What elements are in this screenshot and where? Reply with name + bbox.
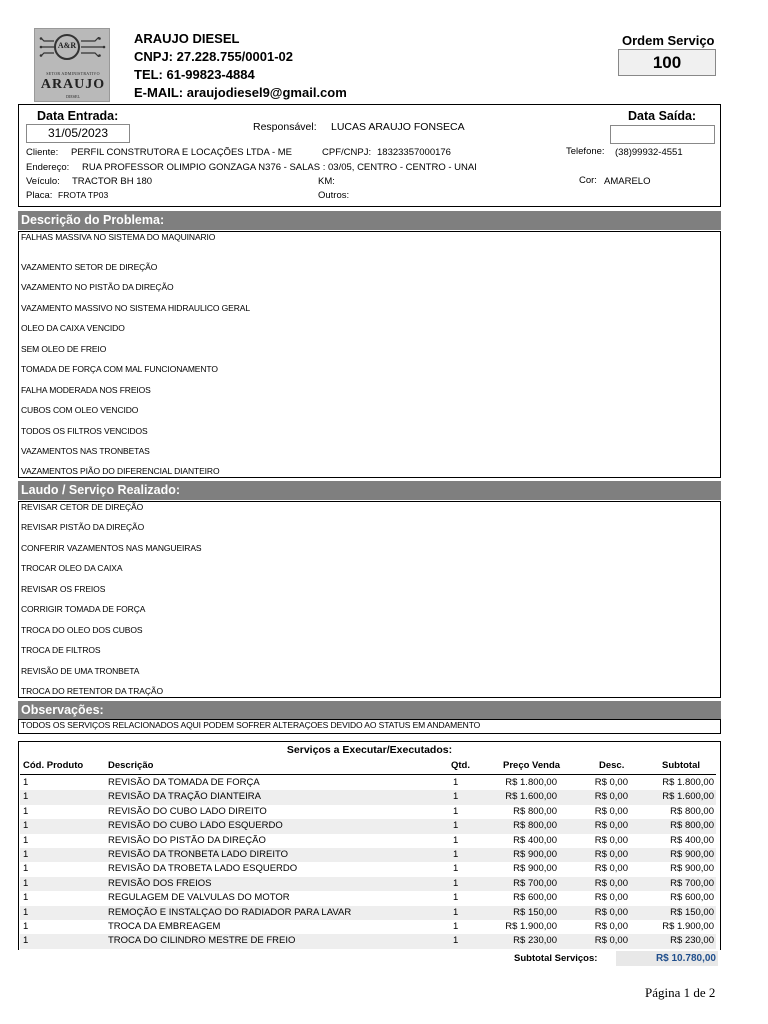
problem-line: VAZAMENTOS NAS TRONBETAS <box>21 446 150 456</box>
problem-line: TODOS OS FILTROS VENCIDOS <box>21 426 148 436</box>
problem-line: VAZAMENTOS PIÃO DO DIFERENCIAL DIANTEIRO <box>21 466 220 476</box>
report-line: TROCA DO OLEO DOS CUBOS <box>21 625 143 635</box>
cell-code: 1 <box>23 906 29 918</box>
table-row <box>20 877 716 891</box>
cell-subtotal: R$ 800,00 <box>670 820 714 832</box>
others-label: Outros: <box>318 190 350 201</box>
report-line: TROCA DE FILTROS <box>21 645 101 655</box>
cell-qty: 1 <box>453 777 459 788</box>
cell-description: REVISÃO DO CUBO LADO ESQUERDO <box>108 820 283 832</box>
header-rule <box>20 774 716 775</box>
table-row <box>20 848 716 862</box>
problem-line: VAZAMENTO SETOR DE DIREÇÃO <box>21 262 158 272</box>
cell-discount: R$ 0,00 <box>594 906 628 918</box>
cell-description: REVISÃO DA TRAÇÃO DIANTEIRA <box>108 791 261 803</box>
cell-price: R$ 1.900,00 <box>505 921 557 932</box>
cell-subtotal: R$ 900,00 <box>670 849 714 860</box>
problem-line: SEM OLEO DE FREIO <box>21 344 107 354</box>
cell-price: R$ 800,00 <box>513 820 557 832</box>
problem-section-header: Descrição do Problema: <box>18 211 721 230</box>
cell-description: REMOÇÃO E INSTALÇAO DO RADIADOR PARA LAVAR <box>108 906 352 918</box>
logo-small: DIESEL <box>66 94 80 99</box>
cell-subtotal: R$ 900,00 <box>670 863 714 875</box>
cell-description: REVISÃO DA TRONBETA LADO DIREITO <box>108 849 289 860</box>
report-section-header: Laudo / Serviço Realizado: <box>18 481 721 500</box>
table-row <box>20 776 716 790</box>
notes-text: TODOS OS SERVIÇOS RELACIONADOS AQUI PODEM SOFRER ALTERAÇOES DEVIDO AO STATUS EM ANDAMENTO <box>21 720 481 730</box>
client-label: Cliente: <box>26 147 59 158</box>
cell-discount: R$ 0,00 <box>594 777 628 788</box>
cell-discount: R$ 0,00 <box>594 820 628 832</box>
responsible-value: LUCAS ARAUJO FONSECA <box>331 121 465 133</box>
cell-price: R$ 1.800,00 <box>505 777 557 788</box>
cell-discount: R$ 0,00 <box>594 834 628 846</box>
cell-discount: R$ 0,00 <box>594 921 628 932</box>
cell-description: TROCA DO CILINDRO MESTRE DE FREIO <box>108 935 296 947</box>
cell-subtotal: R$ 400,00 <box>670 834 714 846</box>
circuit-right-icon <box>81 37 107 57</box>
cell-description: REVISÃO DA TROBETA LADO ESQUERDO <box>108 863 298 875</box>
cell-price: R$ 400,00 <box>513 834 557 846</box>
cell-description: REVISÃO DA TOMADA DE FORÇA <box>108 777 260 788</box>
problem-line: VAZAMENTO MASSIVO NO SISTEMA HIDRAULICO GERAL <box>21 303 250 313</box>
problem-line: OLEO DA CAIXA VENCIDO <box>21 323 125 333</box>
cell-code: 1 <box>23 805 29 817</box>
cell-qty: 1 <box>453 791 459 803</box>
plate-label: Placa: <box>26 190 53 201</box>
company-logo <box>34 28 110 102</box>
cell-code: 1 <box>23 877 29 889</box>
cell-code: 1 <box>23 892 29 904</box>
table-row <box>20 906 716 920</box>
cell-code: 1 <box>23 820 29 832</box>
company-name: ARAUJO DIESEL <box>134 31 240 46</box>
exit-date-label: Data Saída: <box>628 109 697 123</box>
order-label: Ordem Serviço <box>622 33 715 48</box>
cell-code: 1 <box>23 935 29 947</box>
col-header-subtotal: Subtotal <box>662 760 700 771</box>
logo-subtitle: SETOR ADMINISTRATIVO <box>46 71 100 76</box>
report-line: REVISÃO DE UMA TRONBETA <box>21 666 140 676</box>
cell-price: R$ 230,00 <box>513 935 557 947</box>
col-header-price: Preço Venda <box>503 760 561 771</box>
col-header-desc: Descrição <box>108 760 154 771</box>
cell-subtotal: R$ 150,00 <box>670 906 714 918</box>
entry-date-label: Data Entrada: <box>37 109 119 123</box>
report-line: TROCA DO RETENTOR DA TRAÇÃO <box>21 686 163 696</box>
cell-subtotal: R$ 800,00 <box>670 805 714 817</box>
km-label: KM: <box>318 176 335 187</box>
cell-code: 1 <box>23 849 29 860</box>
logo-initials: A&R <box>57 41 77 50</box>
cell-discount: R$ 0,00 <box>594 935 628 947</box>
cell-subtotal: R$ 700,00 <box>670 877 714 889</box>
cpf-label: CPF/CNPJ: <box>322 147 372 158</box>
table-row <box>20 920 716 934</box>
logo-brand: ARAUJO <box>40 77 106 92</box>
cell-discount: R$ 0,00 <box>594 863 628 875</box>
cell-code: 1 <box>23 777 29 788</box>
cell-code: 1 <box>23 834 29 846</box>
table-row <box>20 790 716 804</box>
phone-label: Telefone: <box>566 146 605 157</box>
circuit-left-icon <box>38 37 54 57</box>
client-value: PERFIL CONSTRUTORA E LOCAÇÕES LTDA - ME <box>71 147 293 158</box>
report-line: REVISAR CETOR DE DIREÇÃO <box>21 502 144 512</box>
report-line: CONFERIR VAZAMENTOS NAS MANGUEIRAS <box>21 543 202 553</box>
cell-description: REVISÃO DO CUBO LADO DIREITO <box>108 805 267 817</box>
cell-code: 1 <box>23 791 29 803</box>
cpf-value: 18323357000176 <box>377 147 451 158</box>
cell-price: R$ 700,00 <box>513 877 557 889</box>
problem-list <box>18 231 721 478</box>
cell-qty: 1 <box>453 906 459 918</box>
report-line: REVISAR OS FREIOS <box>21 584 106 594</box>
table-row <box>20 891 716 905</box>
cell-qty: 1 <box>453 834 459 846</box>
exit-date-field[interactable] <box>610 125 715 144</box>
cell-qty: 1 <box>453 935 459 947</box>
vehicle-label: Veículo: <box>26 176 60 187</box>
notes-box <box>18 719 721 734</box>
cell-subtotal: R$ 1.600,00 <box>662 791 714 803</box>
phone-value: (38)99932-4551 <box>615 147 683 158</box>
address-value: RUA PROFESSOR OLIMPIO GONZAGA N376 - SALAS : 03/05, CENTRO - CENTRO - UNAI <box>82 162 477 173</box>
cell-discount: R$ 0,00 <box>594 892 628 904</box>
cell-subtotal: R$ 230,00 <box>670 935 714 947</box>
cell-price: R$ 900,00 <box>513 849 557 860</box>
problem-line: FALHA MODERADA NOS FREIOS <box>21 385 151 395</box>
cell-price: R$ 900,00 <box>513 863 557 875</box>
cell-subtotal: R$ 1.900,00 <box>662 921 714 932</box>
page-number: Página 1 de 2 <box>645 985 716 1000</box>
order-number: 100 <box>618 49 716 76</box>
cell-discount: R$ 0,00 <box>594 791 628 803</box>
cell-code: 1 <box>23 921 29 932</box>
cell-qty: 1 <box>453 849 459 860</box>
cell-description: REGULAGEM DE VALVULAS DO MOTOR <box>108 892 290 904</box>
cell-discount: R$ 0,00 <box>594 849 628 860</box>
problem-line: FALHAS MASSIVA NO SISTEMA DO MAQUINARIO <box>21 232 216 242</box>
report-line: REVISAR PISTÃO DA DIREÇÃO <box>21 522 145 532</box>
vehicle-value: TRACTOR BH 180 <box>72 176 153 187</box>
plate-value: FROTA TP03 <box>58 190 109 200</box>
cell-description: REVISÃO DOS FREIOS <box>108 877 212 889</box>
cell-price: R$ 1.600,00 <box>505 791 557 803</box>
cell-qty: 1 <box>453 820 459 832</box>
cell-qty: 1 <box>453 863 459 875</box>
entry-date-field[interactable]: 31/05/2023 <box>26 124 130 143</box>
color-label: Cor: <box>579 175 597 186</box>
cell-subtotal: R$ 1.800,00 <box>662 777 714 788</box>
subtotal-label: Subtotal Serviços: <box>514 953 598 964</box>
report-line: CORRIGIR TOMADA DE FORÇA <box>21 604 146 614</box>
company-email: E-MAIL: araujodiesel9@gmail.com <box>134 85 347 100</box>
cell-description: REVISÃO DO PISTÃO DA DIREÇÃO <box>108 834 266 846</box>
cell-code: 1 <box>23 863 29 875</box>
problem-line: VAZAMENTO NO PISTÃO DA DIREÇÃO <box>21 282 174 292</box>
cell-discount: R$ 0,00 <box>594 877 628 889</box>
report-line: TROCAR OLEO DA CAIXA <box>21 563 123 573</box>
cell-qty: 1 <box>453 921 459 932</box>
cell-qty: 1 <box>453 805 459 817</box>
notes-section-header: Observações: <box>18 701 721 720</box>
services-title: Serviços a Executar/Executados: <box>286 744 453 756</box>
color-value: AMARELO <box>604 176 651 187</box>
table-row <box>20 934 716 948</box>
company-phone: TEL: 61-99823-4884 <box>134 67 255 82</box>
table-row <box>20 819 716 833</box>
col-header-qty: Qtd. <box>451 760 470 771</box>
col-header-code: Cód. Produto <box>23 760 84 771</box>
table-row <box>20 805 716 819</box>
col-header-discount: Desc. <box>599 760 625 771</box>
problem-line: TOMADA DE FORÇA COM MAL FUNCIONAMENTO <box>21 364 218 374</box>
report-list <box>18 501 721 698</box>
problem-line: CUBOS COM OLEO VENCIDO <box>21 405 139 415</box>
cell-price: R$ 600,00 <box>513 892 557 904</box>
cell-qty: 1 <box>453 892 459 904</box>
cell-price: R$ 800,00 <box>513 805 557 817</box>
cell-qty: 1 <box>453 877 459 889</box>
cell-description: TROCA DA EMBREAGEM <box>108 921 221 932</box>
cell-price: R$ 150,00 <box>513 906 557 918</box>
table-row <box>20 834 716 848</box>
cell-discount: R$ 0,00 <box>594 805 628 817</box>
company-cnpj: CNPJ: 27.228.755/0001-02 <box>134 49 294 64</box>
responsible-label: Responsável: <box>253 121 317 133</box>
address-label: Endereço: <box>26 162 70 173</box>
table-row <box>20 862 716 876</box>
subtotal-value: R$ 10.780,00 <box>616 951 718 966</box>
cell-subtotal: R$ 600,00 <box>670 892 714 904</box>
